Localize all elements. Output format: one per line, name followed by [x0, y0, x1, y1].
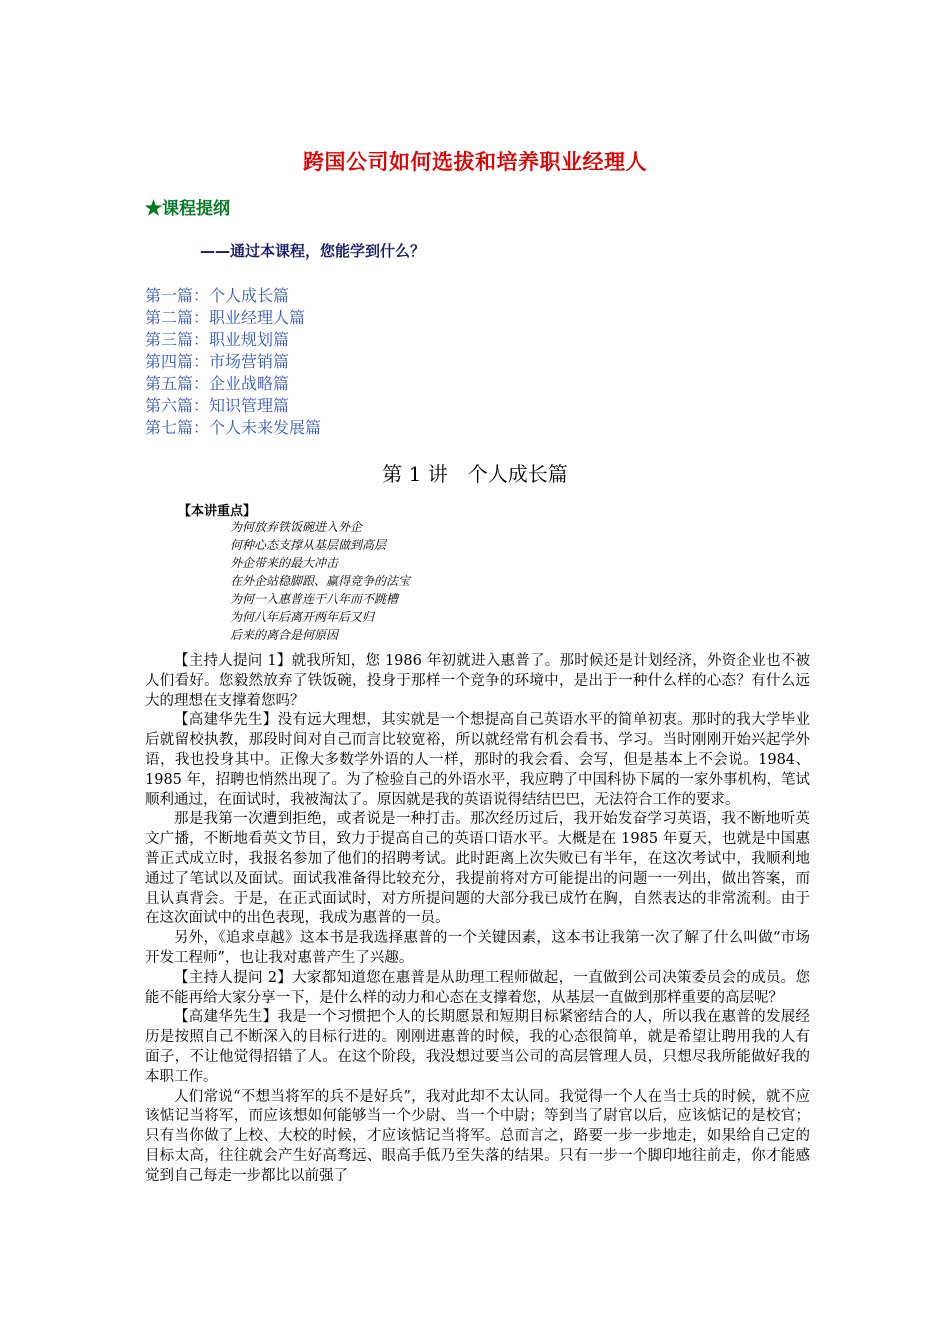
- toc-item: 第六篇：知识管理篇: [145, 396, 290, 415]
- keypoint-item: 何种心态支撑从基层做到高层: [230, 538, 387, 552]
- body-paragraph: 【高建华先生】我是一个习惯把个人的长期愿景和短期目标紧密结合的人，所以我在惠普的发展经历是按照自己不断深入的目标行进的。刚刚进惠普的时候，我的心态很简单，就是希望让聘用我的人有面子，不让他觉得招错了人。在这个阶段，我没想过要当公司的高层管理人员，只想尽我所能做好我的本职工作。: [145, 1009, 810, 1085]
- body-text: [145, 652, 810, 1187]
- toc-item: 第三篇：职业规划篇: [145, 330, 290, 349]
- toc-item: 第二篇：职业经理人篇: [145, 308, 306, 327]
- keypoint-item: 为何放弃铁饭碗进入外企: [230, 520, 363, 534]
- toc-item: 第五篇：企业战略篇: [145, 374, 290, 393]
- body-paragraph: 那是我第一次遭到拒绝，或者说是一种打击。那次经历过后，我开始发奋学习英语，我不断地听英文广播，不断地看英文节目，致力于提高自己的英语口语水平。大概是在 1985 年夏天，也就是中国惠普正式成立时，我报名参加了他们的招聘考试。此时距离上次失败已有半年，在这次考试中，我顺利地通过了笔试以及面试。面试我准备得比较充分，我提前将对方可能提出的问题一一列出，做出答案，而且认真背会。于是，在正式面试时，对方所提问题的大部分我已成竹在胸，自然表达的非常流利。由于在这次面试中的出色表现，我成为惠普的一员。: [145, 811, 810, 927]
- keypoint-item: 后来的离合是何原因: [230, 628, 339, 642]
- toc-item: 第七篇：个人未来发展篇: [145, 418, 322, 437]
- keypoints-heading: 【本讲重点】: [178, 504, 257, 519]
- body-paragraph: 人们常说“不想当将军的兵不是好兵”，我对此却不太认同。我觉得一个人在当士兵的时候，就不应该惦记当将军，而应该想如何能够当一个少尉、当一个中尉；等到当了尉官以后，应该惦记的是校官；只有当你做了上校、大校的时候，才应该惦记当将军。总而言之，路要一步一步地走，如果给自己定的目标太高，往往就会产生好高骛远、眼高手低乃至失落的结果。只有一步一个脚印地往前走，你才能感觉到自己每走一步都比以前强了: [145, 1088, 810, 1184]
- body-paragraph: 另外，《追求卓越》这本书是我选择惠普的一个关键因素，这本书让我第一次了解了什么叫做“市场开发工程师”，也让我对惠普产生了兴趣。: [145, 930, 810, 966]
- course-outline-heading: ★课程提纲: [145, 199, 230, 219]
- document-title: 跨国公司如何选拔和培养职业经理人: [303, 149, 647, 174]
- body-paragraph: 【高建华先生】没有远大理想，其实就是一个想提高自己英语水平的简单初衷。那时的我大学毕业后就留校执教，那段时间对自己而言比较宽裕，所以就经常有机会看书、学习。当时刚刚开始兴起学外语，我也投身其中。正像大多数学外语的人一样，那时的我会看、会写，但是基本上不会说。1984、1985 年，招聘也悄然出现了。为了检验自己的外语水平，我应聘了中国科协下属的一家外事机构，笔试顺利通过，在面试时，我被淘汰了。原因就是我的英语说得结结巴巴，无法符合工作的要求。: [145, 712, 811, 808]
- course-subheading: ——通过本课程，您能学到什么？: [200, 242, 426, 260]
- lecture-title: 第 1 讲 个人成长篇: [382, 462, 568, 486]
- keypoint-item: 为何一入惠普连干八年而不跳槽: [230, 592, 399, 606]
- keypoints-list: [230, 518, 410, 644]
- body-paragraph: 【主持人提问 1】就我所知，您 1986 年初就进入惠普了。那时候还是计划经济，外资企业也不被人们看好。您毅然放弃了铁饭碗，投身于那样一个竞争的环境中，是出于一种什么样的心态？有什么远大的理想在支撑着您吗？: [145, 653, 810, 709]
- table-of-contents: [145, 285, 321, 439]
- keypoint-item: 在外企站稳脚跟、赢得竞争的法宝: [230, 574, 411, 588]
- keypoint-item: 为何八年后离开两年后又归: [230, 610, 375, 624]
- toc-item: 第四篇：市场营销篇: [145, 352, 290, 371]
- body-paragraph: 【主持人提问 2】大家都知道您在惠普是从助理工程师做起，一直做到公司决策委员会的成员。您能不能再给大家分享一下，是什么样的动力和心态在支撑着您，从基层一直做到那样重要的高层呢？: [145, 969, 810, 1006]
- keypoint-item: 外企带来的最大冲击: [230, 556, 339, 570]
- toc-item: 第一篇：个人成长篇: [145, 286, 290, 305]
